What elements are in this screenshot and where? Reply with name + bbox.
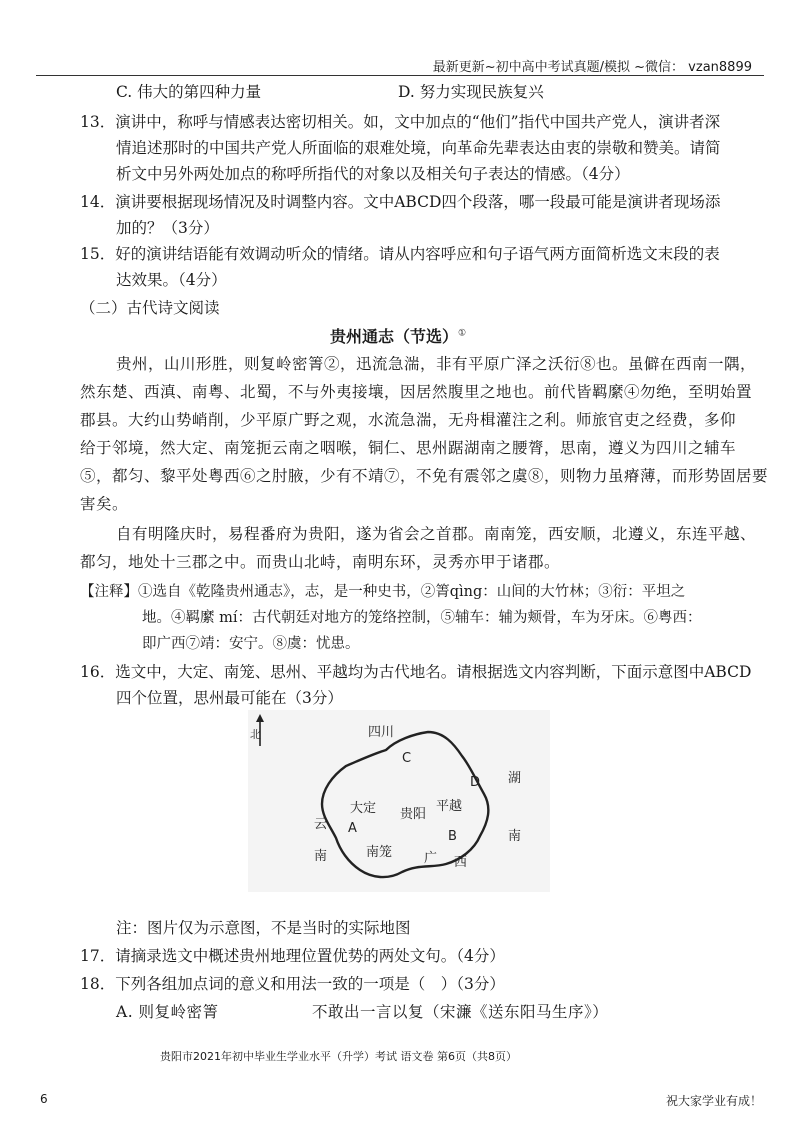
question-17: 17．请摘录选文中概述贵州地理位置优势的两处文句。（4分） [80, 947, 505, 965]
p1-line-5: ⑤，都匀、黎平处粤西⑥之肘腋，少有不靖⑦，不免有震邻之虞⑧，则物力虽瘠薄，而形势固居要 [80, 467, 769, 485]
q15-line-2: 达效果。（4分） [116, 271, 227, 289]
q16-line-2: 四个位置，思州最可能在（3分） [116, 689, 343, 707]
label-yunnan-2: 南 [314, 849, 328, 864]
header-rule [36, 75, 764, 76]
q13-line-3: 析文中另外两处加点的称呼所指代的对象以及相关句子表达的情感。（4分） [116, 165, 630, 183]
label-nanlong: 南笼 [366, 845, 393, 860]
p1-line-3: 郡县。大约山势峭削，少平原广野之观，水流急湍，无舟楫灌注之利。师旅官吏之经费，多仰 [80, 411, 737, 429]
q14-line-2: 加的？（3分） [116, 219, 219, 237]
label-guangxi-1: 广 [424, 851, 438, 866]
q13-line-2: 情追述那时的中国共产党人所面临的艰难处境，向革命先辈表达由衷的崇敬和赞美。请简 [116, 139, 721, 157]
label-hunan-1: 湖 [508, 771, 522, 786]
passage-title: 贵州通志（节选）① [330, 327, 467, 346]
footer-exam-info: 贵阳市2021年初中毕业生学业水平（升学）考试 语文卷 第6页（共8页） [160, 1050, 517, 1063]
q18-stem: 18．下列各组加点词的意义和用法一致的一项是（ ）（3分） [80, 975, 505, 993]
notes-line-3: 即广西⑦靖：安宁。⑧虞：忧患。 [142, 636, 360, 652]
label-sichuan: 四川 [368, 725, 395, 740]
north-label: 北 [250, 728, 261, 741]
q15-line-1: 15．好的演讲结语能有效调动听众的情绪。请从内容呼应和句子语气两方面简析选文末段的表 [80, 245, 720, 263]
title-footnote-mark: ① [458, 328, 467, 339]
section-heading: （二）古代诗文阅读 [80, 299, 220, 317]
label-guangxi-2: 西 [454, 855, 468, 870]
footer-slogan: 祝大家学业有成！ [665, 1094, 762, 1108]
guizhou-sketch-map [248, 710, 550, 892]
option-d: D. 努力实现民族复兴 [398, 83, 544, 101]
point-a: A [348, 821, 357, 836]
label-hunan-2: 南 [508, 829, 522, 844]
point-d: D [470, 775, 481, 790]
page-number: 6 [40, 1092, 48, 1106]
label-pingyue: 平越 [436, 799, 463, 814]
q18-option-a-right: 不敢出一言以复（宋濂《送东阳马生序》） [312, 1003, 609, 1021]
q14-line-1: 14．演讲要根据现场情况及时调整内容。文中ABCD四个段落，哪一段最可能是演讲者现场添 [80, 193, 721, 211]
q18-option-a-left: A. 则复岭密箐 [116, 1003, 219, 1021]
p2-line-1: 自有明隆庆时，易程番府为贵阳，遂为省会之首郡。南南笼，西安顺，北遵义，东连平越、 [116, 525, 757, 543]
option-c: C. 伟大的第四种力量 [116, 83, 262, 101]
notes-line-1: 【注释】①选自《乾隆贵州通志》，志，是一种史书，②箐qìng：山间的大竹林；③衍：平坦之 [80, 584, 686, 600]
label-yunnan-1: 云 [314, 817, 328, 832]
p1-line-2: 然东楚、西滇、南粤、北蜀，不与外夷接壤，因居然腹里之地也。前代皆羁縻④勿绝，至明始置 [80, 383, 753, 401]
watermark-header: 最新更新~初中高中考试真题/模拟 ~微信： vzan8899 [432, 60, 752, 75]
p2-line-2: 都匀，地处十三郡之中。而贵山北峙，南明东环，灵秀亦甲于诸郡。 [80, 553, 561, 571]
p1-line-4: 给于邻境，然大定、南笼扼云南之咽喉，铜仁、思州踞湖南之腰膂，思南，遵义为四川之辅车 [80, 439, 737, 457]
label-guiyang: 贵阳 [400, 807, 427, 822]
label-dading: 大定 [350, 801, 377, 816]
p1-line-1: 贵州，山川形胜，则复岭密箐②，迅流急湍，非有平原广泽之沃衍⑧也。虽僻在西南一隅， [116, 355, 757, 373]
q13-line-1: 13．演讲中，称呼与情感表达密切相关。如，文中加点的“他们”指代中国共产党人，演讲者深 [80, 113, 721, 131]
p1-line-6: 害矣。 [80, 495, 129, 513]
point-c: C [402, 751, 412, 766]
notes-line-2: 地。④羁縻 mí：古代朝廷对地方的笼络控制，⑤辅车：辅为颊骨，车为牙床。⑥粤西： [142, 610, 702, 626]
q16-line-1: 16．选文中，大定、南笼、思州、平越均为古代地名。请根据选文内容判断，下面示意图中ABCD [80, 663, 752, 681]
map-background [248, 710, 550, 892]
point-b: B [448, 829, 457, 844]
map-caption: 注：图片仅为示意图，不是当时的实际地图 [116, 919, 411, 937]
